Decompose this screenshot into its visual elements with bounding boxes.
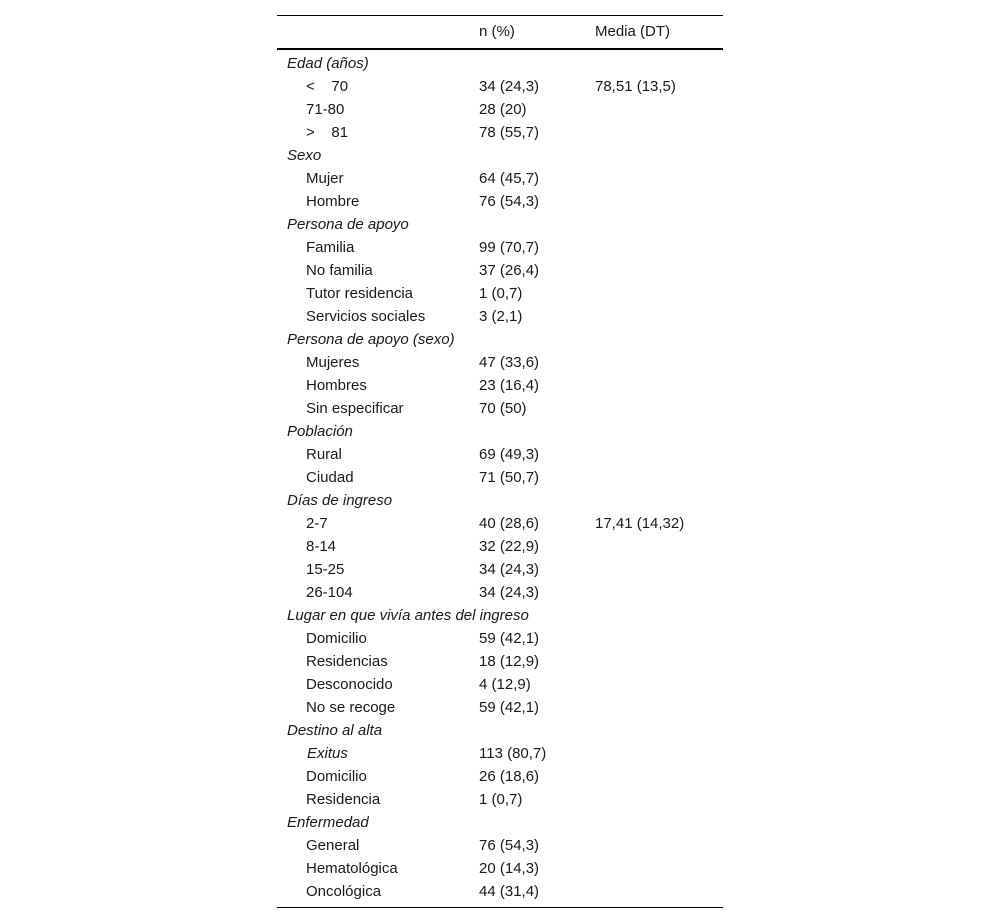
data-table xyxy=(277,15,723,908)
table-row xyxy=(277,788,723,811)
n-percent-value: 113 (80,7) xyxy=(479,745,547,762)
n-percent-value: 71 (50,7) xyxy=(479,469,540,486)
n-percent-value: 76 (54,3) xyxy=(479,837,540,854)
row-label: No se recoge xyxy=(306,699,396,716)
category-label: Edad (años) xyxy=(287,55,369,72)
row-label: Mujer xyxy=(306,170,344,187)
table-row xyxy=(277,857,723,880)
n-percent-value: 78 (55,7) xyxy=(479,124,540,141)
table-row xyxy=(277,374,723,397)
n-percent-value: 64 (45,7) xyxy=(479,170,540,187)
n-percent-value: 3 (2,1) xyxy=(479,308,523,325)
table-row xyxy=(277,834,723,857)
row-label: Sin especificar xyxy=(306,400,404,417)
row-label: 26-104 xyxy=(306,584,353,601)
category-label: Persona de apoyo xyxy=(287,216,409,233)
category-label: Días de ingreso xyxy=(287,492,393,509)
n-percent-value: 76 (54,3) xyxy=(479,193,540,210)
table-row xyxy=(277,466,723,489)
category-label: Enfermedad xyxy=(287,814,369,831)
category-label: Destino al alta xyxy=(287,722,383,739)
table-row xyxy=(277,305,723,328)
category-row xyxy=(277,52,723,75)
n-percent-value: 4 (12,9) xyxy=(479,676,531,693)
table-row xyxy=(277,98,723,121)
category-label: Sexo xyxy=(287,147,322,164)
row-label: Hombre xyxy=(306,193,360,210)
table-row xyxy=(277,512,723,535)
row-label: Desconocido xyxy=(306,676,393,693)
n-percent-value: 26 (18,6) xyxy=(479,768,540,785)
n-percent-value: 47 (33,6) xyxy=(479,354,540,371)
table-row xyxy=(277,880,723,903)
row-label: Domicilio xyxy=(306,768,367,785)
category-label: Población xyxy=(287,423,353,440)
table-row xyxy=(277,75,723,98)
mean-sd-value: 78,51 (13,5) xyxy=(595,78,676,95)
n-percent-value: 23 (16,4) xyxy=(479,377,540,394)
mean-sd-value: 17,41 (14,32) xyxy=(595,515,685,532)
n-percent-value: 70 (50) xyxy=(479,400,527,417)
row-label: Familia xyxy=(306,239,355,256)
row-label: Exitus xyxy=(307,745,348,762)
n-percent-value: 1 (0,7) xyxy=(479,285,523,302)
n-percent-value: 28 (20) xyxy=(479,101,527,118)
category-row xyxy=(277,420,723,443)
table-row xyxy=(277,282,723,305)
table-row xyxy=(277,397,723,420)
row-label: No familia xyxy=(306,262,373,279)
table-row xyxy=(277,765,723,788)
category-row xyxy=(277,328,723,351)
row-label: Hombres xyxy=(306,377,367,394)
row-label: Rural xyxy=(306,446,342,463)
table-row xyxy=(277,558,723,581)
row-label: Ciudad xyxy=(306,469,354,486)
category-row xyxy=(277,489,723,512)
category-row xyxy=(277,811,723,834)
table-row xyxy=(277,742,723,765)
n-percent-value: 34 (24,3) xyxy=(479,561,540,578)
row-label: Servicios sociales xyxy=(306,308,426,325)
row-label: Oncológica xyxy=(306,883,382,900)
table-header-row xyxy=(277,16,723,48)
n-percent-value: 69 (49,3) xyxy=(479,446,540,463)
table-row xyxy=(277,673,723,696)
table-bottom-rule xyxy=(277,907,723,908)
table-row xyxy=(277,259,723,282)
row-label: > 81 xyxy=(306,124,349,141)
row-label: Residencias xyxy=(306,653,388,670)
table-row xyxy=(277,650,723,673)
table-row xyxy=(277,696,723,719)
row-label: 71-80 xyxy=(306,101,345,118)
row-label: < 70 xyxy=(306,78,349,95)
n-percent-value: 20 (14,3) xyxy=(479,860,540,877)
n-percent-value: 18 (12,9) xyxy=(479,653,540,670)
category-row xyxy=(277,213,723,236)
n-percent-value: 59 (42,1) xyxy=(479,699,540,716)
row-label: Residencia xyxy=(306,791,381,808)
table-row xyxy=(277,351,723,374)
header-mean-sd: Media (DT) xyxy=(595,23,671,40)
table-row xyxy=(277,167,723,190)
row-label: Domicilio xyxy=(306,630,367,647)
table-row xyxy=(277,581,723,604)
n-percent-value: 34 (24,3) xyxy=(479,584,540,601)
n-percent-value: 32 (22,9) xyxy=(479,538,540,555)
n-percent-value: 1 (0,7) xyxy=(479,791,523,808)
row-label: 8-14 xyxy=(306,538,337,555)
table-row xyxy=(277,236,723,259)
header-n-percent: n (%) xyxy=(479,23,515,40)
category-row xyxy=(277,144,723,167)
table-row xyxy=(277,535,723,558)
row-label: Mujeres xyxy=(306,354,360,371)
row-label: Hematológica xyxy=(306,860,398,877)
category-label: Persona de apoyo (sexo) xyxy=(287,331,455,348)
n-percent-value: 59 (42,1) xyxy=(479,630,540,647)
row-label: 15-25 xyxy=(306,561,345,578)
n-percent-value: 37 (26,4) xyxy=(479,262,540,279)
row-label: General xyxy=(306,837,360,854)
category-row xyxy=(277,719,723,742)
table-row xyxy=(277,190,723,213)
table-row xyxy=(277,443,723,466)
n-percent-value: 34 (24,3) xyxy=(479,78,540,95)
n-percent-value: 40 (28,6) xyxy=(479,515,540,532)
n-percent-value: 44 (31,4) xyxy=(479,883,540,900)
table-row xyxy=(277,121,723,144)
table-body xyxy=(277,50,723,907)
row-label: Tutor residencia xyxy=(306,285,413,302)
table-row xyxy=(277,627,723,650)
category-row xyxy=(277,604,723,627)
category-label: Lugar en que vivía antes del ingreso xyxy=(287,607,529,624)
row-label: 2-7 xyxy=(306,515,328,532)
n-percent-value: 99 (70,7) xyxy=(479,239,540,256)
